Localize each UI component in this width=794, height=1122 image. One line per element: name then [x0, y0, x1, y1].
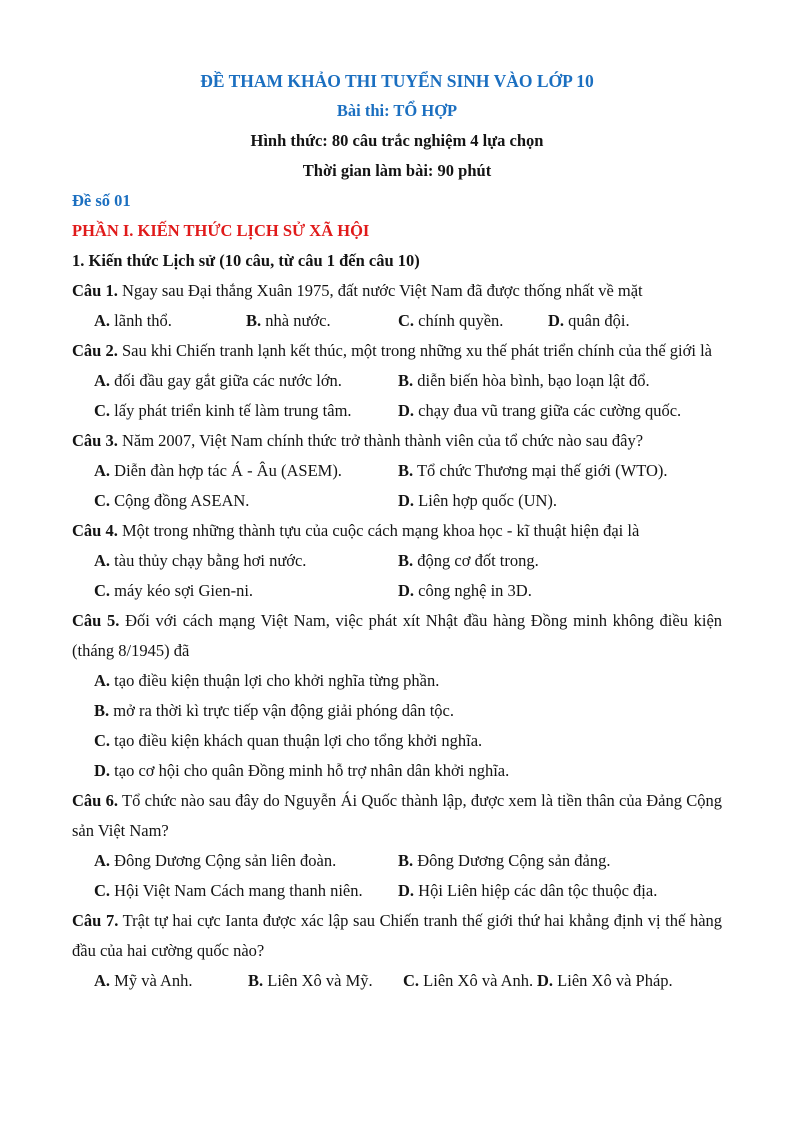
question-body: Tổ chức nào sau đây do Nguyễn Ái Quốc thành lập, được xem là tiền thân của Đảng Cộng sản Việt Nam? — [72, 791, 723, 840]
question-label: Câu 7. — [72, 911, 119, 930]
option-C — [403, 966, 537, 996]
option-C — [398, 306, 548, 336]
option-D — [94, 756, 509, 786]
option-text: tạo cơ hội cho quân Đồng minh hỗ trợ nhân dân khởi nghĩa. — [114, 761, 510, 780]
option-text: Đông Dương Cộng sản liên đoàn. — [114, 851, 337, 870]
option-D — [537, 966, 673, 996]
question-5 — [72, 606, 722, 786]
exam-format: Hình thức: 80 câu trắc nghiệm 4 lựa chọn — [250, 131, 544, 150]
question-text — [72, 426, 722, 456]
option-text: mở ra thời kì trực tiếp vận động giải phóng dân tộc. — [113, 701, 455, 720]
question-text — [72, 606, 722, 666]
option-C — [94, 486, 398, 516]
option-text: Mỹ và Anh. — [114, 971, 193, 990]
option-A — [94, 306, 246, 336]
option-D — [398, 876, 657, 906]
option-letter: B. — [398, 371, 414, 390]
question-1 — [72, 276, 722, 336]
options-row — [72, 696, 722, 726]
option-text: Liên Xô và Pháp. — [557, 971, 673, 990]
option-letter: A. — [94, 371, 111, 390]
question-body: Trật tự hai cực Ianta được xác lập sau Chiến tranh thế giới thứ hai khẳng định vị thế hàng đầu của hai cường quốc nào? — [72, 911, 723, 960]
question-label: Câu 4. — [72, 521, 118, 540]
exam-number: Đề số 01 — [72, 191, 131, 210]
exam-title: ĐỀ THAM KHẢO THI TUYỂN SINH VÀO LỚP 10 — [200, 71, 594, 91]
option-A — [94, 966, 248, 996]
question-text — [72, 276, 722, 306]
option-text: đối đầu gay gắt giữa các nước lớn. — [114, 371, 342, 390]
option-text: Diễn đàn hợp tác Á - Âu (ASEM). — [114, 461, 342, 480]
question-4 — [72, 516, 722, 606]
option-letter: A. — [94, 311, 111, 330]
option-text: Cộng đồng ASEAN. — [114, 491, 250, 510]
options-row — [72, 966, 722, 996]
question-body: Sau khi Chiến tranh lạnh kết thúc, một trong những xu thế phát triển chính của thế giới là — [121, 341, 712, 360]
question-label: Câu 5. — [72, 611, 120, 630]
option-A — [94, 666, 439, 696]
question-label: Câu 6. — [72, 791, 119, 810]
option-text: Liên hợp quốc (UN). — [418, 491, 558, 510]
option-text: Hội Liên hiệp các dân tộc thuộc địa. — [418, 881, 658, 900]
option-A — [94, 456, 398, 486]
option-B — [94, 696, 454, 726]
options-row — [72, 546, 722, 576]
options-row — [72, 726, 722, 756]
options-row — [72, 846, 722, 876]
option-C — [94, 396, 398, 426]
options-row — [72, 396, 722, 426]
option-text: Đông Dương Cộng sản đảng. — [417, 851, 611, 870]
option-letter: C. — [94, 731, 111, 750]
question-body: Ngay sau Đại thắng Xuân 1975, đất nước Việt Nam đã được thống nhất về mặt — [121, 281, 643, 300]
option-letter: A. — [94, 461, 111, 480]
option-letter: B. — [398, 461, 414, 480]
option-C — [94, 576, 398, 606]
options-row — [72, 366, 722, 396]
option-text: tạo điều kiện khách quan thuận lợi cho tổng khởi nghĩa. — [114, 731, 483, 750]
question-text — [72, 906, 722, 966]
option-B — [246, 306, 398, 336]
question-text — [72, 786, 722, 846]
exam-subject: Bài thi: TỔ HỢP — [336, 101, 458, 120]
question-body: Một trong những thành tựu của cuộc cách mạng khoa học - kĩ thuật hiện đại là — [121, 521, 640, 540]
option-letter: D. — [537, 971, 554, 990]
option-letter: D. — [548, 311, 565, 330]
option-text: Liên Xô và Mỹ. — [267, 971, 373, 990]
option-A — [94, 846, 398, 876]
option-text: Liên Xô và Anh. — [423, 971, 534, 990]
option-letter: A. — [94, 851, 111, 870]
option-text: động cơ đốt trong. — [417, 551, 539, 570]
option-A — [94, 546, 398, 576]
question-7 — [72, 906, 722, 996]
option-text: chính quyền. — [418, 311, 504, 330]
option-text: Tổ chức Thương mại thế giới (WTO). — [416, 461, 668, 480]
options-row — [72, 306, 722, 336]
option-A — [94, 366, 398, 396]
option-text: máy kéo sợi Gien-ni. — [114, 581, 254, 600]
option-C — [94, 726, 482, 756]
options-row — [72, 486, 722, 516]
option-letter: C. — [94, 401, 111, 420]
option-letter: A. — [94, 671, 111, 690]
option-text: nhà nước. — [265, 311, 331, 330]
option-letter: A. — [94, 551, 111, 570]
part-title: PHẦN I. KIẾN THỨC LỊCH SỬ XÃ HỘI — [72, 221, 370, 240]
option-letter: D. — [398, 581, 415, 600]
option-text: lấy phát triển kinh tế làm trung tâm. — [114, 401, 352, 420]
option-B — [398, 456, 668, 486]
question-label: Câu 3. — [72, 431, 118, 450]
options-row — [72, 666, 722, 696]
question-text — [72, 336, 722, 366]
question-6 — [72, 786, 722, 906]
option-D — [398, 576, 532, 606]
options-row — [72, 876, 722, 906]
subsection-title: 1. Kiến thức Lịch sử (10 câu, từ câu 1 đến câu 10) — [72, 251, 420, 270]
options-row — [72, 576, 722, 606]
option-letter: B. — [398, 851, 414, 870]
option-text: công nghệ in 3D. — [418, 581, 532, 600]
option-letter: D. — [398, 881, 415, 900]
option-letter: B. — [94, 701, 110, 720]
question-3 — [72, 426, 722, 516]
option-letter: D. — [94, 761, 111, 780]
options-row — [72, 756, 722, 786]
option-text: chạy đua vũ trang giữa các cường quốc. — [418, 401, 682, 420]
option-letter: D. — [398, 491, 415, 510]
question-body: Đối với cách mạng Việt Nam, việc phát xít Nhật đầu hàng Đồng minh không điều kiện (tháng 8/1945) đã — [72, 611, 723, 660]
exam-duration: Thời gian làm bài: 90 phút — [302, 161, 492, 180]
option-D — [398, 396, 681, 426]
options-row — [72, 456, 722, 486]
option-text: diễn biến hòa bình, bạo loạn lật đổ. — [417, 371, 650, 390]
option-letter: B. — [398, 551, 414, 570]
question-label: Câu 1. — [72, 281, 118, 300]
question-label: Câu 2. — [72, 341, 118, 360]
question-text — [72, 516, 722, 546]
option-B — [398, 846, 610, 876]
option-B — [248, 966, 403, 996]
option-text: tạo điều kiện thuận lợi cho khởi nghĩa từng phần. — [114, 671, 440, 690]
option-D — [548, 306, 630, 336]
option-B — [398, 366, 650, 396]
question-body: Năm 2007, Việt Nam chính thức trở thành thành viên của tổ chức nào sau đây? — [121, 431, 644, 450]
option-letter: C. — [94, 881, 111, 900]
option-text: lãnh thổ. — [114, 311, 172, 330]
option-letter: B. — [246, 311, 262, 330]
option-letter: C. — [403, 971, 420, 990]
option-text: Hội Việt Nam Cách mang thanh niên. — [114, 881, 363, 900]
option-letter: C. — [94, 491, 111, 510]
option-text: tàu thủy chạy bằng hơi nước. — [114, 551, 307, 570]
option-letter: B. — [248, 971, 264, 990]
option-letter: C. — [398, 311, 415, 330]
option-letter: A. — [94, 971, 111, 990]
option-D — [398, 486, 557, 516]
option-C — [94, 876, 398, 906]
option-text: quân đội. — [568, 311, 630, 330]
question-2 — [72, 336, 722, 426]
question-list — [72, 276, 722, 996]
option-letter: D. — [398, 401, 415, 420]
option-letter: C. — [94, 581, 111, 600]
option-B — [398, 546, 539, 576]
